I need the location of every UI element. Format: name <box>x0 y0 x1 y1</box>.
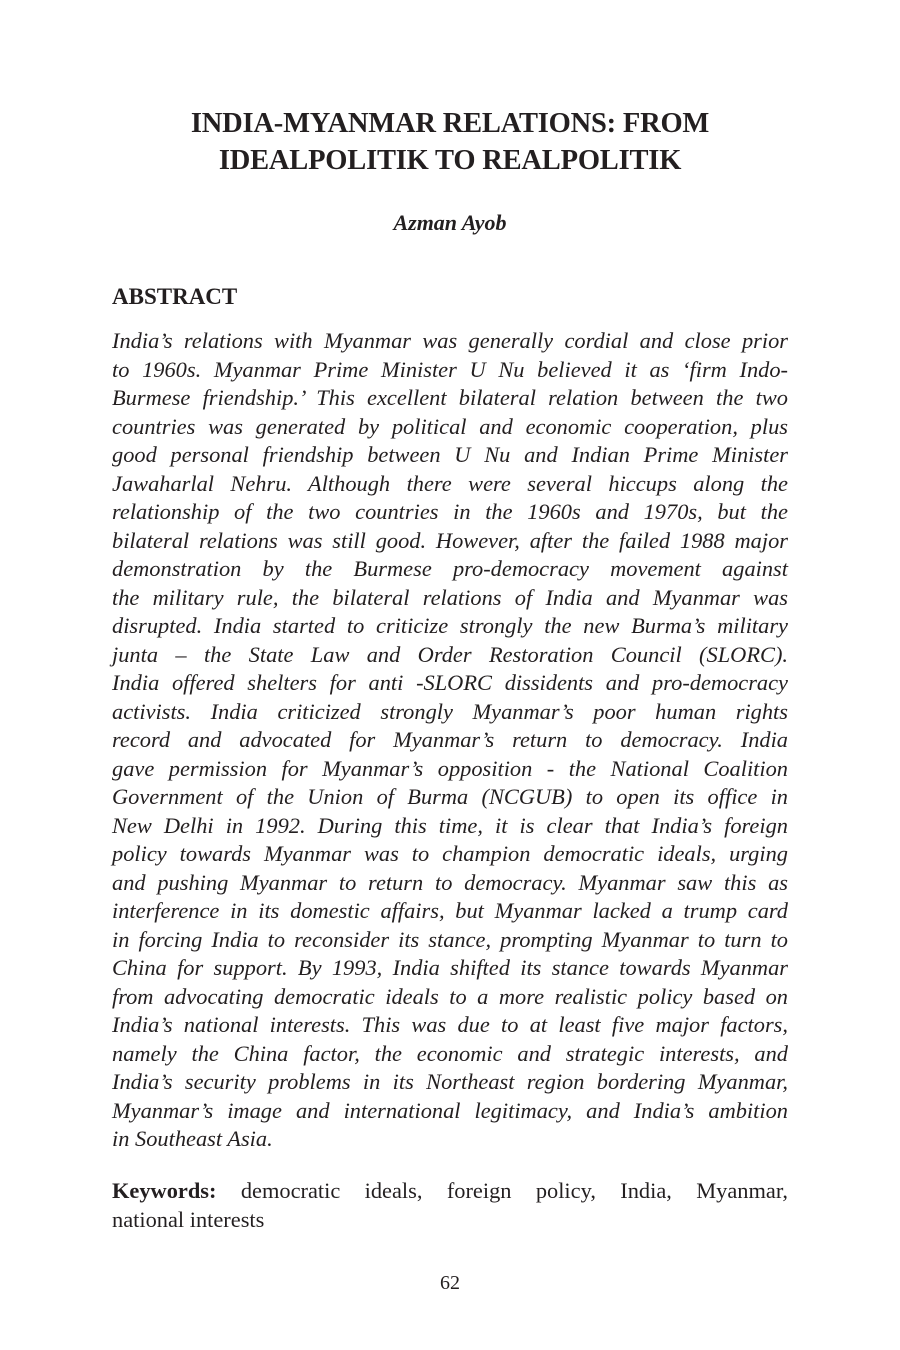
keywords-line-1 <box>112 1177 788 1206</box>
document-page <box>112 0 788 1350</box>
abstract-line: India’s security problems in its Northeast region bordering Myanmar, <box>112 1069 788 1094</box>
abstract-line: relationship of the two countries in the 1960s and 1970s, but the <box>112 499 788 524</box>
abstract-line: Myanmar’s image and international legitimacy, and India’s ambition <box>112 1097 788 1123</box>
abstract-line: in Southeast Asia. <box>112 1126 273 1151</box>
abstract-line: countries was generated by political and economic cooperation, plus <box>112 413 788 439</box>
abstract-line: gave permission for Myanmar’s opposition - the National Coalition <box>112 755 788 781</box>
abstract-line: record and advocated for Myanmar’s return to democracy. India <box>112 727 788 752</box>
abstract-line: bilateral relations was still good. However, after the failed 1988 major <box>112 527 788 553</box>
abstract-line: India’s relations with Myanmar was generally cordial and close prior <box>112 328 788 353</box>
abstract-line: junta – the State Law and Order Restoration Council (SLORC). <box>112 641 788 667</box>
title-line-1: INDIA-MYANMAR RELATIONS: FROM <box>190 108 710 139</box>
keywords-section <box>112 1177 788 1234</box>
abstract-line: New Delhi in 1992. During this time, it is clear that India’s foreign <box>112 812 788 838</box>
abstract-line: India offered shelters for anti -SLORC dissidents and pro-democracy <box>112 670 788 695</box>
author-name: Azman Ayob <box>393 210 507 235</box>
abstract-line: policy towards Myanmar was to champion democratic ideals, urging <box>112 841 788 866</box>
abstract-line: and pushing Myanmar to return to democracy. Myanmar saw this as <box>112 869 788 895</box>
keywords-label: Keywords: <box>112 1178 217 1203</box>
abstract-line: the military rule, the bilateral relations of India and Myanmar was <box>112 584 788 610</box>
abstract-line: China for support. By 1993, India shifted its stance towards Myanmar <box>112 955 788 980</box>
abstract-line: from advocating democratic ideals to a more realistic policy based on <box>112 983 788 1009</box>
abstract-line: disrupted. India started to criticize strongly the new Burma’s military <box>112 613 788 638</box>
keywords-line-2: national interests <box>112 1206 265 1232</box>
abstract-line: Jawaharlal Nehru. Although there were several hiccups along the <box>112 470 788 496</box>
title-line-2: IDEALPOLITIK TO REALPOLITIK <box>218 145 682 176</box>
abstract-line: activists. India criticized strongly Myanmar’s poor human rights <box>112 698 788 724</box>
abstract-heading: ABSTRACT <box>112 284 238 309</box>
abstract-line: to 1960s. Myanmar Prime Minister U Nu believed it as ‘firm Indo- <box>112 356 788 382</box>
abstract-line: Burmese friendship.’ This excellent bilateral relation between the two <box>112 385 788 410</box>
abstract-text <box>112 327 788 1154</box>
abstract-line: demonstration by the Burmese pro-democracy movement against <box>112 556 788 581</box>
abstract-line: India’s national interests. This was due to at least five major factors, <box>112 1012 788 1037</box>
abstract-line: in forcing India to reconsider its stance, prompting Myanmar to turn to <box>112 926 788 952</box>
article-title <box>112 105 788 179</box>
abstract-line: interference in its domestic affairs, but Myanmar lacked a trump card <box>112 898 788 923</box>
abstract-line: namely the China factor, the economic and strategic interests, and <box>112 1040 788 1066</box>
keywords-list: democratic ideals, foreign policy, India, Myanmar, <box>216 1178 788 1203</box>
abstract-line: good personal friendship between U Nu and Indian Prime Minister <box>112 442 788 467</box>
page-number: 62 <box>440 1272 460 1294</box>
abstract-line: Government of the Union of Burma (NCGUB) to open its office in <box>112 784 788 809</box>
